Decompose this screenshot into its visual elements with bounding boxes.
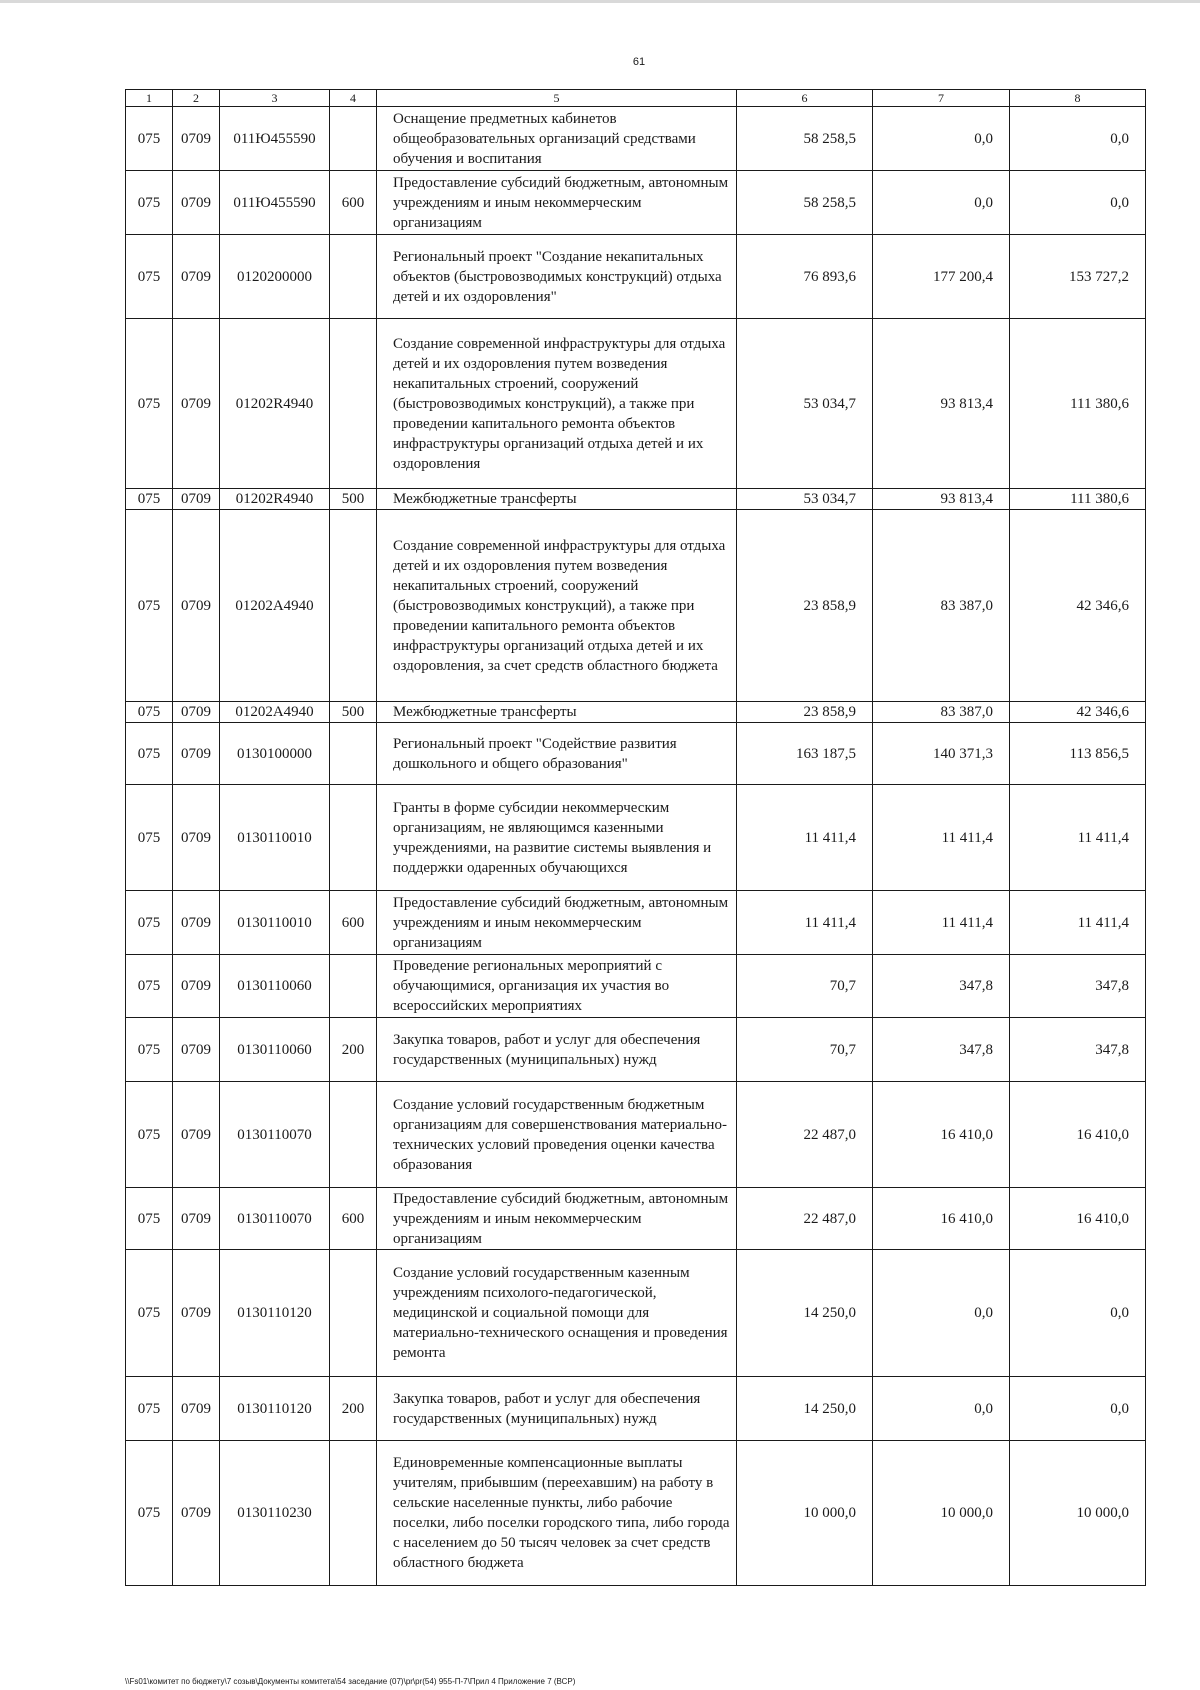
cell-amount-col8: 347,8 xyxy=(1010,955,1146,1018)
cell-amount-col8: 0,0 xyxy=(1010,1250,1146,1377)
cell-admin-code: 075 xyxy=(126,1082,173,1188)
cell-expense-type: 600 xyxy=(330,891,377,955)
cell-section-code: 0709 xyxy=(173,171,220,235)
cell-target-article: 0130100000 xyxy=(220,723,330,785)
cell-description: Региональный проект "Создание некапитальных объектов (быстровозводимых конструкций) отдыха детей и их оздоровления" xyxy=(377,235,737,319)
cell-admin-code: 075 xyxy=(126,1441,173,1586)
budget-table xyxy=(125,89,1146,1586)
cell-amount-col6: 23 858,9 xyxy=(737,510,873,702)
cell-admin-code: 075 xyxy=(126,489,173,510)
cell-description: Создание условий государственным казенным учреждениям психолого-педагогической, медицинской и социальной помощи для материально-технического оснащения и проведения ремонта xyxy=(377,1250,737,1377)
table-row xyxy=(126,723,1146,785)
cell-amount-col6: 76 893,6 xyxy=(737,235,873,319)
cell-target-article: 0130110060 xyxy=(220,1018,330,1082)
cell-amount-col6: 10 000,0 xyxy=(737,1441,873,1586)
table-row xyxy=(126,955,1146,1018)
cell-amount-col7: 93 813,4 xyxy=(873,319,1010,489)
cell-expense-type: 600 xyxy=(330,1188,377,1250)
cell-amount-col7: 83 387,0 xyxy=(873,510,1010,702)
cell-description: Предоставление субсидий бюджетным, автономным учреждениям и иным некоммерческим организациям xyxy=(377,1188,737,1250)
cell-amount-col6: 70,7 xyxy=(737,955,873,1018)
cell-section-code: 0709 xyxy=(173,1082,220,1188)
cell-expense-type xyxy=(330,785,377,891)
cell-description: Создание современной инфраструктуры для отдыха детей и их оздоровления путем возведения некапитальных строений, сооружений (быстровозводимых конструкций), а также при проведении капитального ремонта объектов инфраструктуры организаций отдыха детей и их оздоровления, за счет средств областного бюджета xyxy=(377,510,737,702)
cell-amount-col7: 177 200,4 xyxy=(873,235,1010,319)
cell-target-article: 0130110070 xyxy=(220,1082,330,1188)
cell-target-article: 0130110230 xyxy=(220,1441,330,1586)
cell-amount-col7: 0,0 xyxy=(873,171,1010,235)
cell-section-code: 0709 xyxy=(173,723,220,785)
cell-expense-type: 500 xyxy=(330,489,377,510)
cell-section-code: 0709 xyxy=(173,1250,220,1377)
header-cell-3: 3 xyxy=(220,90,330,107)
cell-expense-type: 500 xyxy=(330,702,377,723)
cell-admin-code: 075 xyxy=(126,785,173,891)
cell-amount-col8: 111 380,6 xyxy=(1010,319,1146,489)
cell-expense-type: 600 xyxy=(330,171,377,235)
table-row xyxy=(126,785,1146,891)
cell-section-code: 0709 xyxy=(173,1377,220,1441)
cell-section-code: 0709 xyxy=(173,107,220,171)
cell-amount-col6: 14 250,0 xyxy=(737,1250,873,1377)
cell-description: Закупка товаров, работ и услуг для обеспечения государственных (муниципальных) нужд xyxy=(377,1377,737,1441)
cell-target-article: 0130110070 xyxy=(220,1188,330,1250)
cell-admin-code: 075 xyxy=(126,702,173,723)
cell-description: Проведение региональных мероприятий с обучающимися, организация их участия во всероссийских мероприятиях xyxy=(377,955,737,1018)
table-row xyxy=(126,235,1146,319)
cell-target-article: 0130110120 xyxy=(220,1377,330,1441)
cell-amount-col7: 16 410,0 xyxy=(873,1188,1010,1250)
cell-target-article: 0130110010 xyxy=(220,891,330,955)
cell-target-article: 01202R4940 xyxy=(220,489,330,510)
cell-amount-col7: 11 411,4 xyxy=(873,891,1010,955)
cell-admin-code: 075 xyxy=(126,319,173,489)
cell-amount-col8: 11 411,4 xyxy=(1010,891,1146,955)
cell-amount-col6: 22 487,0 xyxy=(737,1188,873,1250)
cell-amount-col6: 14 250,0 xyxy=(737,1377,873,1441)
cell-expense-type xyxy=(330,107,377,171)
cell-target-article: 01202А4940 xyxy=(220,510,330,702)
cell-description: Гранты в форме субсидии некоммерческим организациям, не являющимся казенными учреждениями, на развитие системы выявления и поддержки одаренных обучающихся xyxy=(377,785,737,891)
cell-section-code: 0709 xyxy=(173,319,220,489)
header-row xyxy=(126,90,1146,107)
cell-amount-col8: 0,0 xyxy=(1010,107,1146,171)
footer-file-path: \\Fs01\комитет по бюджету\7 созыв\Документы комитета\54 заседание (07)\pr\pr(54) 955-П-7\Прил 4 Приложение 7 (ВСР) xyxy=(125,1677,576,1686)
cell-admin-code: 075 xyxy=(126,891,173,955)
cell-section-code: 0709 xyxy=(173,1441,220,1586)
table-body xyxy=(126,107,1146,1586)
cell-section-code: 0709 xyxy=(173,489,220,510)
cell-amount-col8: 347,8 xyxy=(1010,1018,1146,1082)
cell-expense-type: 200 xyxy=(330,1377,377,1441)
cell-amount-col8: 10 000,0 xyxy=(1010,1441,1146,1586)
cell-section-code: 0709 xyxy=(173,785,220,891)
cell-section-code: 0709 xyxy=(173,235,220,319)
cell-amount-col7: 11 411,4 xyxy=(873,785,1010,891)
cell-amount-col7: 0,0 xyxy=(873,107,1010,171)
cell-description: Межбюджетные трансферты xyxy=(377,702,737,723)
cell-amount-col8: 0,0 xyxy=(1010,1377,1146,1441)
cell-admin-code: 075 xyxy=(126,107,173,171)
header-cell-5: 5 xyxy=(377,90,737,107)
table-row xyxy=(126,107,1146,171)
cell-amount-col7: 16 410,0 xyxy=(873,1082,1010,1188)
cell-description: Создание современной инфраструктуры для отдыха детей и их оздоровления путем возведения некапитальных строений, сооружений (быстровозводимых конструкций), а также при проведении капитального ремонта объектов инфраструктуры организаций отдыха детей и их оздоровления xyxy=(377,319,737,489)
cell-section-code: 0709 xyxy=(173,702,220,723)
cell-amount-col8: 153 727,2 xyxy=(1010,235,1146,319)
cell-target-article: 011Ю455590 xyxy=(220,171,330,235)
table-row xyxy=(126,1188,1146,1250)
table-row xyxy=(126,1082,1146,1188)
cell-amount-col8: 111 380,6 xyxy=(1010,489,1146,510)
cell-expense-type xyxy=(330,723,377,785)
cell-target-article: 01202А4940 xyxy=(220,702,330,723)
header-cell-4: 4 xyxy=(330,90,377,107)
table-row xyxy=(126,510,1146,702)
header-cell-6: 6 xyxy=(737,90,873,107)
cell-target-article: 0130110060 xyxy=(220,955,330,1018)
cell-amount-col6: 58 258,5 xyxy=(737,171,873,235)
cell-amount-col7: 0,0 xyxy=(873,1377,1010,1441)
cell-amount-col6: 22 487,0 xyxy=(737,1082,873,1188)
cell-expense-type xyxy=(330,319,377,489)
table-row xyxy=(126,1018,1146,1082)
cell-description: Предоставление субсидий бюджетным, автономным учреждениям и иным некоммерческим организациям xyxy=(377,891,737,955)
cell-amount-col7: 140 371,3 xyxy=(873,723,1010,785)
cell-expense-type xyxy=(330,235,377,319)
cell-description: Оснащение предметных кабинетов общеобразовательных организаций средствами обучения и воспитания xyxy=(377,107,737,171)
cell-amount-col8: 0,0 xyxy=(1010,171,1146,235)
cell-admin-code: 075 xyxy=(126,1018,173,1082)
table-row xyxy=(126,702,1146,723)
cell-amount-col8: 113 856,5 xyxy=(1010,723,1146,785)
table-row xyxy=(126,1377,1146,1441)
cell-amount-col6: 11 411,4 xyxy=(737,891,873,955)
cell-expense-type xyxy=(330,955,377,1018)
cell-admin-code: 075 xyxy=(126,723,173,785)
cell-description: Межбюджетные трансферты xyxy=(377,489,737,510)
cell-amount-col8: 16 410,0 xyxy=(1010,1188,1146,1250)
cell-amount-col6: 23 858,9 xyxy=(737,702,873,723)
table-row xyxy=(126,319,1146,489)
cell-expense-type: 200 xyxy=(330,1018,377,1082)
cell-section-code: 0709 xyxy=(173,510,220,702)
cell-description: Региональный проект "Содействие развития дошкольного и общего образования" xyxy=(377,723,737,785)
table-row xyxy=(126,891,1146,955)
cell-description: Закупка товаров, работ и услуг для обеспечения государственных (муниципальных) нужд xyxy=(377,1018,737,1082)
cell-expense-type xyxy=(330,1441,377,1586)
cell-admin-code: 075 xyxy=(126,1250,173,1377)
cell-expense-type xyxy=(330,1250,377,1377)
cell-amount-col8: 16 410,0 xyxy=(1010,1082,1146,1188)
cell-target-article: 0130110120 xyxy=(220,1250,330,1377)
header-cell-8: 8 xyxy=(1010,90,1146,107)
cell-amount-col6: 53 034,7 xyxy=(737,319,873,489)
header-cell-1: 1 xyxy=(126,90,173,107)
cell-expense-type xyxy=(330,510,377,702)
cell-description: Предоставление субсидий бюджетным, автономным учреждениям и иным некоммерческим организациям xyxy=(377,171,737,235)
header-cell-7: 7 xyxy=(873,90,1010,107)
cell-admin-code: 075 xyxy=(126,235,173,319)
cell-amount-col8: 42 346,6 xyxy=(1010,510,1146,702)
cell-section-code: 0709 xyxy=(173,1018,220,1082)
header-cell-2: 2 xyxy=(173,90,220,107)
table-row xyxy=(126,171,1146,235)
cell-amount-col6: 58 258,5 xyxy=(737,107,873,171)
cell-section-code: 0709 xyxy=(173,955,220,1018)
cell-target-article: 011Ю455590 xyxy=(220,107,330,171)
cell-admin-code: 075 xyxy=(126,510,173,702)
cell-admin-code: 075 xyxy=(126,955,173,1018)
table-row xyxy=(126,1441,1146,1586)
cell-admin-code: 075 xyxy=(126,1377,173,1441)
cell-description: Создание условий государственным бюджетным организациям для совершенствования материально-технических условий проведения оценки качества образования xyxy=(377,1082,737,1188)
cell-amount-col6: 163 187,5 xyxy=(737,723,873,785)
cell-admin-code: 075 xyxy=(126,1188,173,1250)
cell-amount-col7: 93 813,4 xyxy=(873,489,1010,510)
cell-admin-code: 075 xyxy=(126,171,173,235)
table-row xyxy=(126,489,1146,510)
cell-amount-col6: 11 411,4 xyxy=(737,785,873,891)
cell-section-code: 0709 xyxy=(173,1188,220,1250)
cell-amount-col6: 53 034,7 xyxy=(737,489,873,510)
cell-amount-col7: 347,8 xyxy=(873,1018,1010,1082)
cell-amount-col8: 11 411,4 xyxy=(1010,785,1146,891)
cell-amount-col6: 70,7 xyxy=(737,1018,873,1082)
cell-amount-col7: 83 387,0 xyxy=(873,702,1010,723)
table-row xyxy=(126,1250,1146,1377)
page-number: 61 xyxy=(632,56,646,68)
cell-amount-col8: 42 346,6 xyxy=(1010,702,1146,723)
cell-section-code: 0709 xyxy=(173,891,220,955)
cell-target-article: 0120200000 xyxy=(220,235,330,319)
cell-amount-col7: 0,0 xyxy=(873,1250,1010,1377)
scan-edge xyxy=(0,0,1200,3)
cell-target-article: 01202R4940 xyxy=(220,319,330,489)
cell-amount-col7: 10 000,0 xyxy=(873,1441,1010,1586)
cell-description: Единовременные компенсационные выплаты учителям, прибывшим (переехавшим) на работу в сельские населенные пункты, либо рабочие поселки, либо поселки городского типа, либо города с населением до 50 тысяч человек за счет средств областного бюджета xyxy=(377,1441,737,1586)
cell-expense-type xyxy=(330,1082,377,1188)
cell-target-article: 0130110010 xyxy=(220,785,330,891)
cell-amount-col7: 347,8 xyxy=(873,955,1010,1018)
